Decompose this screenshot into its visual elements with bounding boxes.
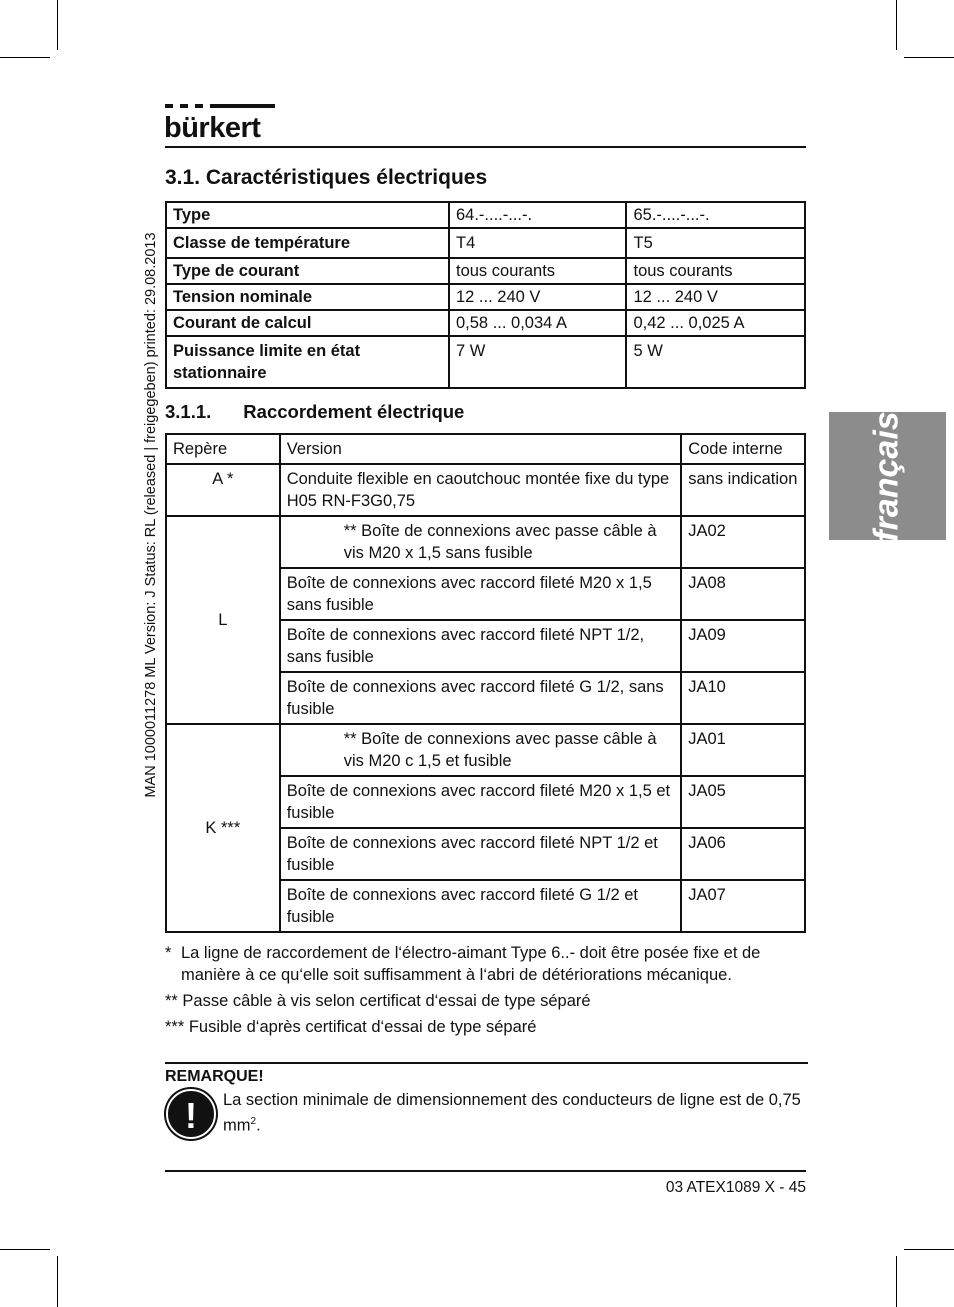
table-cell: 12 ... 240 V	[449, 284, 626, 310]
footnotes	[165, 942, 805, 1038]
table-cell: Classe de température	[166, 228, 449, 258]
crop-mark	[904, 1249, 954, 1250]
version-cell: Boîte de connexions avec raccord fileté G 1/2, sans fusible	[280, 672, 682, 724]
footnote-1	[165, 942, 805, 986]
crop-mark	[896, 0, 897, 50]
table-cell: Puissance limite en état stationnaire	[166, 336, 449, 388]
code-cell: JA09	[681, 620, 805, 672]
subsection-number: 3.1.1.	[165, 401, 212, 422]
code-cell: JA05	[681, 776, 805, 828]
version-cell: Conduite flexible en caoutchouc montée fixe du type H05 RN-F3G0,75	[280, 464, 682, 516]
table-cell: tous courants	[449, 258, 626, 284]
table-cell: 5 W	[626, 336, 805, 388]
table-header-row	[166, 434, 805, 464]
table-cell: 7 W	[449, 336, 626, 388]
table-cell: 0,42 ... 0,025 A	[626, 310, 805, 336]
version-cell: ** Boîte de connexions avec passe câble à vis M20 c 1,5 et fusible	[280, 724, 682, 776]
footnote-3: *** Fusible d‘après certificat d‘essai de type séparé	[165, 1018, 537, 1036]
table-row	[166, 516, 805, 568]
table-cell: T5	[626, 228, 805, 258]
electrical-connection-table	[165, 433, 806, 933]
footnote-marker: *	[165, 944, 172, 962]
table-row	[166, 336, 805, 388]
electrical-characteristics-table	[165, 201, 806, 389]
table-cell: Tension nominale	[166, 284, 449, 310]
crop-mark	[0, 57, 50, 58]
code-cell: sans indication	[681, 464, 805, 516]
code-cell: JA10	[681, 672, 805, 724]
version-cell: Boîte de connexions avec raccord fileté M20 x 1,5 sans fusible	[280, 568, 682, 620]
column-header: Code interne	[681, 434, 805, 464]
remark-suffix: .	[256, 1116, 261, 1135]
table-cell: tous courants	[626, 258, 805, 284]
remark-superscript: 2	[250, 1116, 257, 1127]
table-cell: Type de courant	[166, 258, 449, 284]
crop-mark	[0, 1249, 50, 1250]
remark-text	[223, 1089, 803, 1137]
table-cell: 65.-....-...-.	[626, 202, 805, 228]
crop-mark	[904, 57, 954, 58]
mark-cell: A *	[166, 464, 280, 516]
table-row	[166, 228, 805, 258]
column-header: Version	[280, 434, 682, 464]
remark-top-rule	[165, 1062, 808, 1064]
column-header: Repère	[166, 434, 280, 464]
mark-cell: L	[166, 516, 280, 724]
version-cell: Boîte de connexions avec raccord fileté M20 x 1,5 et fusible	[280, 776, 682, 828]
header-rule	[165, 146, 806, 148]
table-cell: 12 ... 240 V	[626, 284, 805, 310]
code-cell: JA02	[681, 516, 805, 568]
remark-title: REMARQUE!	[165, 1068, 264, 1085]
table-cell: Courant de calcul	[166, 310, 449, 336]
table-row	[166, 724, 805, 776]
table-cell: 0,58 ... 0,034 A	[449, 310, 626, 336]
remark-body: La section minimale de dimensionnement des conducteurs de ligne est de 0,75 mm	[223, 1091, 801, 1135]
version-cell: ** Boîte de connexions avec passe câble à vis M20 x 1,5 sans fusible	[280, 516, 682, 568]
code-cell: JA08	[681, 568, 805, 620]
print-status-note: MAN 1000011278 ML Version: J Status: RL (released | freigegeben) printed: 29.08.2013	[143, 232, 159, 798]
table-cell: Type	[166, 202, 449, 228]
table-row	[166, 258, 805, 284]
crop-mark	[57, 0, 58, 50]
subsection-label: Raccordement électrique	[243, 401, 465, 422]
code-cell: JA01	[681, 724, 805, 776]
code-cell: JA06	[681, 828, 805, 880]
version-cell: Boîte de connexions avec raccord fileté NPT 1/2, sans fusible	[280, 620, 682, 672]
table-cell: 64.-....-...-.	[449, 202, 626, 228]
version-cell: Boîte de connexions avec raccord fileté G 1/2 et fusible	[280, 880, 682, 932]
logo-text: bürkert	[164, 112, 261, 144]
subsection-title	[165, 401, 464, 423]
table-cell: T4	[449, 228, 626, 258]
page-footer: 03 ATEX1089 X - 45	[665, 1179, 806, 1196]
footnote-2: ** Passe câble à vis selon certificat d‘essai de type séparé	[165, 992, 591, 1010]
table-row	[166, 284, 805, 310]
burkert-logo	[165, 104, 275, 148]
language-tab-label: français	[868, 410, 906, 542]
version-cell: Boîte de connexions avec raccord fileté NPT 1/2 et fusible	[280, 828, 682, 880]
table-row	[166, 202, 805, 228]
exclamation-icon: !	[166, 1089, 216, 1139]
mark-cell: K ***	[166, 724, 280, 932]
section-title: 3.1. Caractéristiques électriques	[165, 166, 488, 189]
crop-mark	[57, 1256, 58, 1307]
table-row	[166, 464, 805, 516]
footnote-text: La ligne de raccordement de l‘électro-aimant Type 6..- doit être posée fixe et de manière à ce qu‘elle soit suffisamment à l‘abri de détériorations mécanique.	[181, 944, 761, 984]
code-cell: JA07	[681, 880, 805, 932]
language-tab	[829, 412, 946, 540]
crop-mark	[896, 1256, 897, 1307]
table-row	[166, 310, 805, 336]
footer-rule	[165, 1170, 806, 1172]
